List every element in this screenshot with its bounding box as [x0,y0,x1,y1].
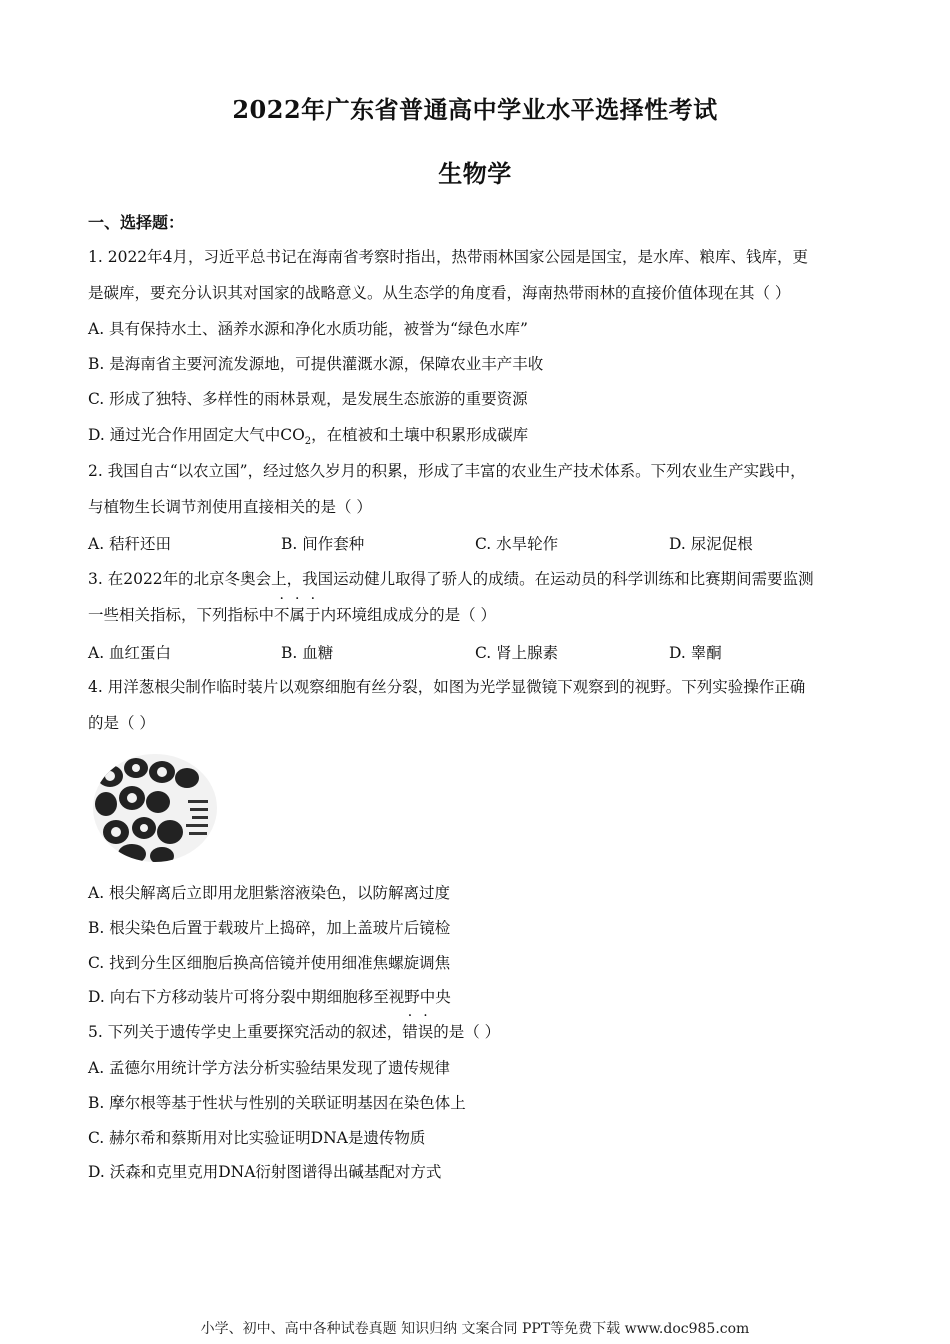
microscope-field-image [92,752,218,864]
q2-stem-line2: 与植物生长调节剂使用直接相关的是（ ） [88,498,372,516]
emphasis-char: 错 [402,1023,418,1041]
q2-option-c: C. 水旱轮作 [475,535,559,553]
q4-option-d: D. 向右下方移动装片可将分裂中期细胞移至视野中央 [88,988,451,1006]
emphasis-char: 于 [305,606,321,624]
q5-option-b: B. 摩尔根等基于性状与性别的关联证明基因在染色体上 [88,1094,466,1112]
q1-option-d-subscript: 2 [304,436,312,448]
q1-stem-line1: 1. 2022年4月，习近平总书记在海南省考察时指出，热带雨林国家公园是国宝，是水库、粮库、钱库，更 [88,248,809,266]
q1-option-b: B. 是海南省主要河流发源地，可提供灌溉水源，保障农业丰产丰收 [88,355,544,373]
q2-option-a: A. 秸秆还田 [88,535,172,553]
q4-option-a: A. 根尖解离后立即用龙胆紫溶液染色，以防解离过度 [88,884,451,902]
q2-stem-line1: 2. 我国自古“以农立国”，经过悠久岁月的积累，形成了丰富的农业生产技术体系。下列农业生产实践中， [88,462,806,480]
q5-option-a: A. 孟德尔用统计学方法分析实验结果发现了遗传规律 [88,1059,451,1077]
q5-stem-text: 5. 下列关于遗传学史上重要探究活动的叙述， [88,1023,403,1041]
emphasis-char: 属 [289,606,306,624]
q3-stem-line2-text: 一些相关指标，下列指标中 [88,606,275,624]
q4-stem-line1: 4. 用洋葱根尖制作临时装片以观察细胞有丝分裂，如图为光学显微镜下观察到的视野。下列实验操作正确 [88,678,806,696]
q2-option-d: D. 尿泥促根 [669,535,753,553]
q3-option-b: B. 血糖 [281,644,334,662]
q1-option-d-text: D. 通过光合作用固定大气中CO [88,426,305,444]
q3-stem-line1: 3. 在2022年的北京冬奥会上，我国运动健儿取得了骄人的成绩。在运动员的科学训练和比赛期间需要监测 [88,570,814,588]
q3-option-d: D. 睾酮 [669,644,722,662]
emphasis-char: 误 [417,1023,434,1041]
q1-option-d [88,424,528,453]
section-heading: 一、选择题： [88,213,185,232]
q3-option-a: A. 血红蛋白 [88,644,172,662]
q4-option-b: B. 根尖染色后置于载玻片上捣碎，加上盖玻片后镜检 [88,919,451,937]
q5-option-d: D. 沃森和克里克用DNA衍射图谱得出碱基配对方式 [88,1163,442,1181]
q4-stem-line2: 的是（ ） [88,714,155,732]
q1-option-c: C. 形成了独特、多样性的雨林景观，是发展生态旅游的重要资源 [88,390,528,408]
exam-title: 2022年广东省普通高中学业水平选择性考试 [232,95,718,124]
q5-stem-text-end: 的是（ ） [433,1023,501,1041]
subject-title: 生物学 [438,159,512,188]
q4-option-c: C. 找到分生区细胞后换高倍镜并使用细准焦螺旋调焦 [88,954,451,972]
q3-stem-line2 [88,604,496,626]
q1-stem-line2: 是碳库，要充分认识其对国家的战略意义。从生态学的角度看，海南热带雨林的直接价值体现在其（ ） [88,284,791,302]
q5-option-c: C. 赫尔希和蔡斯用对比实验证明DNA是遗传物质 [88,1129,426,1147]
q1-option-a: A. 具有保持水土、涵养水源和净化水质功能，被誉为“绿色水库” [88,320,528,338]
q2-option-b: B. 间作套种 [281,535,365,553]
q3-option-c: C. 肾上腺素 [475,644,559,662]
footer-banner: 小学、初中、高中各种试卷真题 知识归纳 文案合同 PPT等免费下载 www.doc985.com [200,1321,750,1337]
q5-stem-line1 [88,1021,500,1043]
q1-option-d-text-end: ，在植被和土壤中积累形成碳库 [311,426,529,444]
emphasis-char: 不 [274,606,290,624]
q3-stem-line2-text-end: 内环境组成成分的是（ ） [320,606,496,624]
